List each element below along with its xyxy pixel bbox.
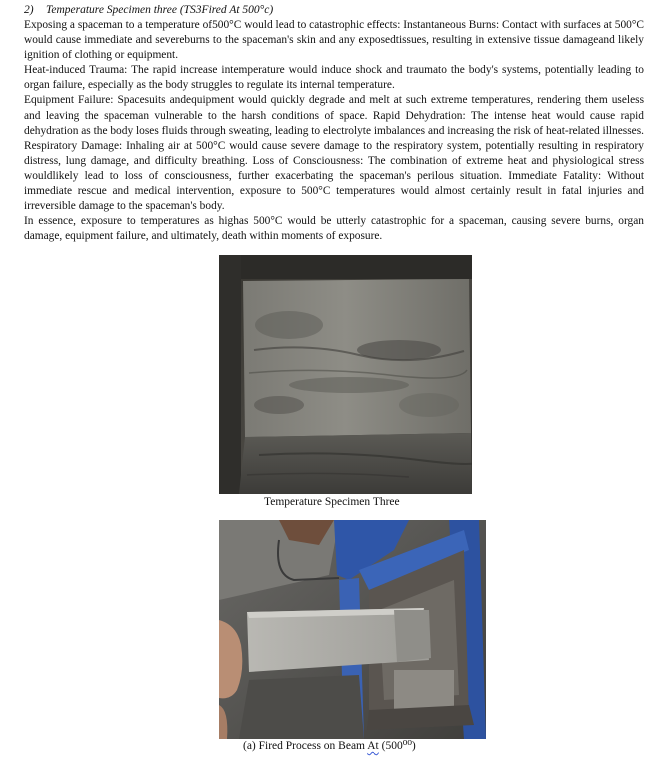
section-heading xyxy=(24,3,273,18)
section-title: Temperature Specimen three (TS3Fired At 500°c) xyxy=(46,4,274,16)
spellcheck-flagged-word: At xyxy=(367,740,379,752)
paragraph-1: Exposing a spaceman to a temperature of500°C would lead to catastrophic effects: Instantaneous Burns: Contact with surfaces at 500°C would cause immediate and severeburns to the spaceman's skin and any exposedtissues, resulting in extensive tissue damageand likely ignition of clothing or equipment. xyxy=(24,19,644,62)
figure-caption-2-tail: (500⁰⁰) xyxy=(378,740,416,752)
section-number: 2) xyxy=(24,4,34,16)
paragraph-2: Heat-induced Trauma: The rapid increase intemperature would induce shock and traumato the body's systems, potentially leading to organ failure, especially as the body struggles to regulate its internal temperature. xyxy=(24,64,644,92)
specimen-photo xyxy=(219,255,472,494)
furnace-photo-image xyxy=(219,520,486,739)
body-text xyxy=(24,18,644,244)
figure-caption-2-text: (a) Fired Process on Beam xyxy=(243,740,368,752)
paragraph-4: In essence, exposure to temperatures as highas 500°C would be utterly catastrophic for a spaceman, causing severe burns, organ damage, equipment failure, and ultimately, death within moments of exposure. xyxy=(24,215,644,243)
figure-caption-2 xyxy=(243,739,416,753)
specimen-photo-image xyxy=(219,255,472,494)
figure-caption-1: Temperature Specimen Three xyxy=(264,496,400,508)
furnace-photo xyxy=(219,520,486,739)
paragraph-3: Equipment Failure: Spacesuits andequipment would quickly degrade and melt at such extreme temperatures, rendering them useless and leaving the spaceman vulnerable to the harsh conditions of space. Rapid Dehydration: The intense heat would cause rapid dehydration as the body loses fluids through sweating, leading to electrolyte imbalances and increasing the risk of heat-related illnesses. Respiratory Damage: Inhaling air at 500°C would cause severe damage to the respiratory system, potentially resulting in respiratory distress, lung damage, and difficulty breathing. Loss of Consciousness: The combination of extreme heat and physiological stress wouldlikely lead to loss of consciousness, further exacerbating the spaceman's perilous situation. Immediate Fatality: Without immediate rescue and medical intervention, exposure to 500°C temperatures would almost certainly result in fatal injuries and irreversible damage to the spaceman's body. xyxy=(24,94,644,213)
